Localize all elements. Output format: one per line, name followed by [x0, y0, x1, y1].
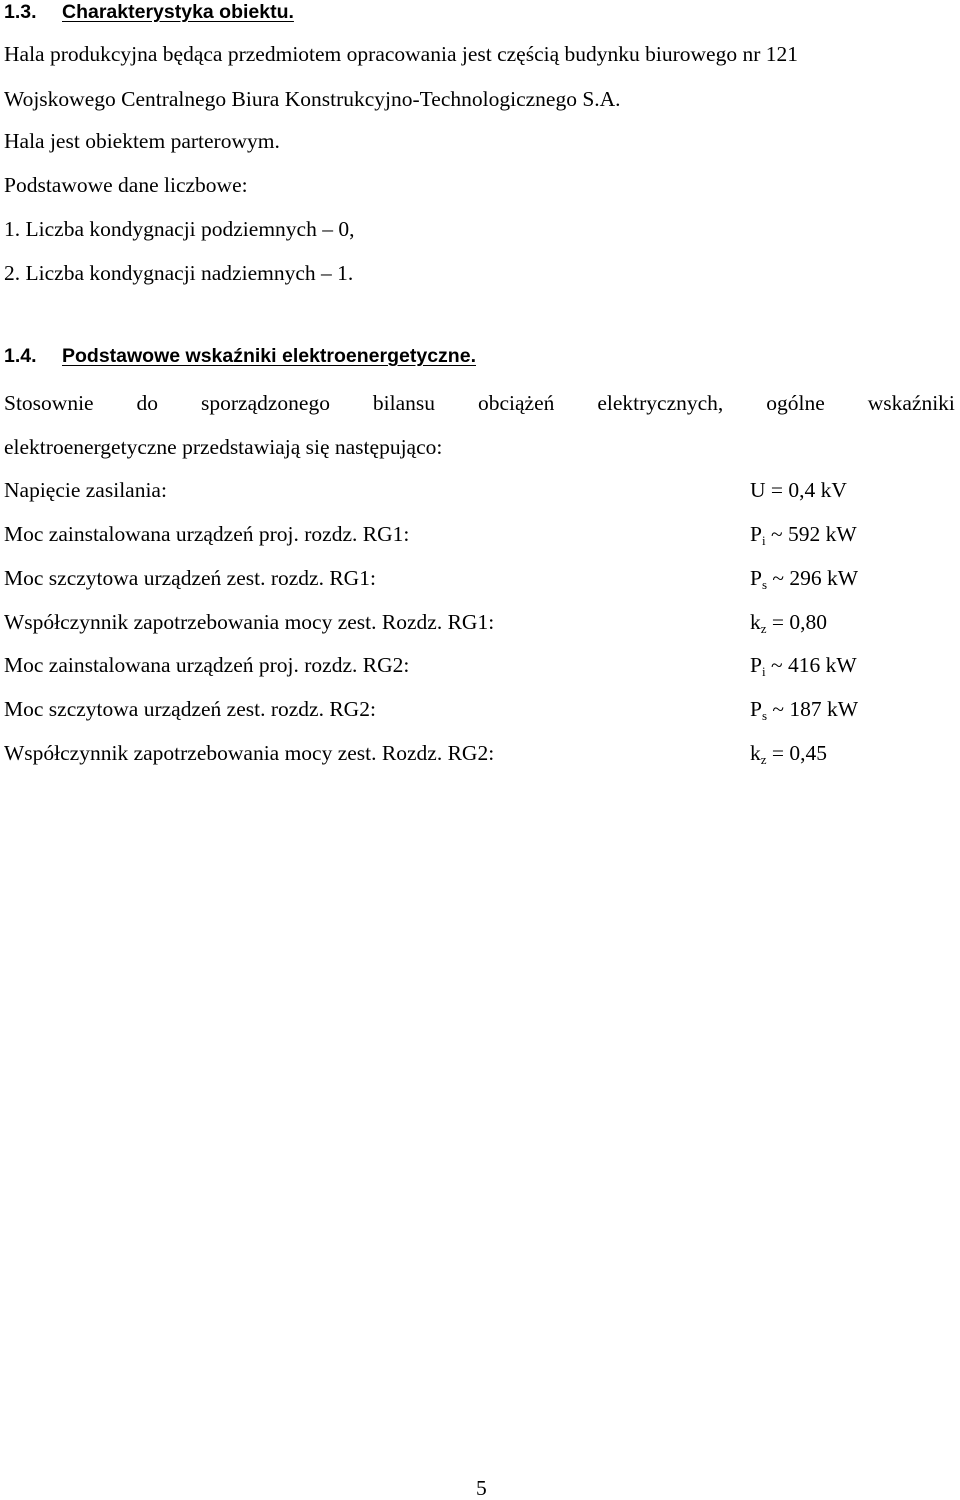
parameter-value	[750, 699, 858, 721]
word: elektrycznych,	[597, 391, 724, 415]
value-symbol: P	[750, 697, 762, 721]
value-symbol: U	[750, 478, 766, 502]
intro-line-justified	[4, 393, 955, 415]
paragraph-line: Hala produkcyjna będąca przedmiotem opracowania jest częścią budynku biurowego nr 121	[4, 42, 799, 66]
list-item: 1. Liczba kondygnacji podziemnych – 0,	[4, 217, 355, 241]
section-heading-1-3	[4, 3, 294, 23]
parameter-label: Współczynnik zapotrzebowania mocy zest. Rozdz. RG2:	[4, 741, 495, 765]
paragraph-line: Podstawowe dane liczbowe:	[4, 173, 248, 197]
value-symbol: P	[750, 522, 762, 546]
parameter-value	[750, 524, 857, 546]
value-text: = 0,4 kV	[765, 478, 847, 502]
value-subscript: i	[761, 533, 766, 548]
section-number: 1.3.	[4, 1, 37, 23]
word: ogólne	[766, 391, 825, 415]
parameter-value	[750, 612, 827, 634]
section-heading-1-4	[4, 347, 476, 367]
parameter-value	[750, 655, 857, 677]
paragraph-line: Hala jest obiektem parterowym.	[4, 129, 280, 153]
intro-line: elektroenergetyczne przedstawiają się następująco:	[4, 435, 443, 459]
parameter-label: Moc szczytowa urządzeń zest. rozdz. RG1:	[4, 566, 376, 590]
value-subscript: s	[761, 577, 768, 592]
value-text: = 0,80	[766, 610, 828, 634]
value-text: = 0,45	[766, 741, 828, 765]
section-title: Podstawowe wskaźniki elektroenergetyczne.	[62, 345, 476, 367]
paragraph-line: Wojskowego Centralnego Biura Konstrukcyjno-Technologicznego S.A.	[4, 87, 621, 111]
value-text: ~ 416 kW	[765, 653, 857, 677]
page-number: 5	[476, 1476, 487, 1500]
word: obciążeń	[477, 391, 555, 415]
word: sporządzonego	[201, 391, 330, 415]
value-symbol: P	[750, 653, 762, 677]
parameter-value	[750, 568, 858, 590]
list-item: 2. Liczba kondygnacji nadziemnych – 1.	[4, 261, 354, 285]
parameter-label: Moc szczytowa urządzeń zest. rozdz. RG2:	[4, 697, 376, 721]
value-subscript: z	[760, 752, 767, 767]
word: wskaźniki	[867, 391, 955, 415]
value-subscript: s	[761, 708, 768, 723]
value-subscript: z	[760, 621, 767, 636]
value-text: ~ 296 kW	[767, 566, 859, 590]
value-text: ~ 187 kW	[767, 697, 859, 721]
word: do	[136, 391, 159, 415]
parameter-label: Moc zainstalowana urządzeń proj. rozdz. RG1:	[4, 522, 410, 546]
value-subscript: i	[761, 664, 766, 679]
value-symbol: k	[750, 741, 761, 765]
parameter-label: Moc zainstalowana urządzeń proj. rozdz. RG2:	[4, 653, 410, 677]
value-symbol: k	[750, 610, 761, 634]
section-number: 1.4.	[4, 345, 37, 367]
word: bilansu	[372, 391, 436, 415]
value-text: ~ 592 kW	[765, 522, 857, 546]
word: Stosownie	[4, 391, 94, 415]
parameter-value	[750, 480, 847, 502]
parameter-value	[750, 743, 827, 765]
parameter-label: Współczynnik zapotrzebowania mocy zest. Rozdz. RG1:	[4, 610, 495, 634]
value-symbol: P	[750, 566, 762, 590]
parameter-label: Napięcie zasilania:	[4, 478, 167, 502]
section-title: Charakterystyka obiektu.	[62, 1, 294, 23]
